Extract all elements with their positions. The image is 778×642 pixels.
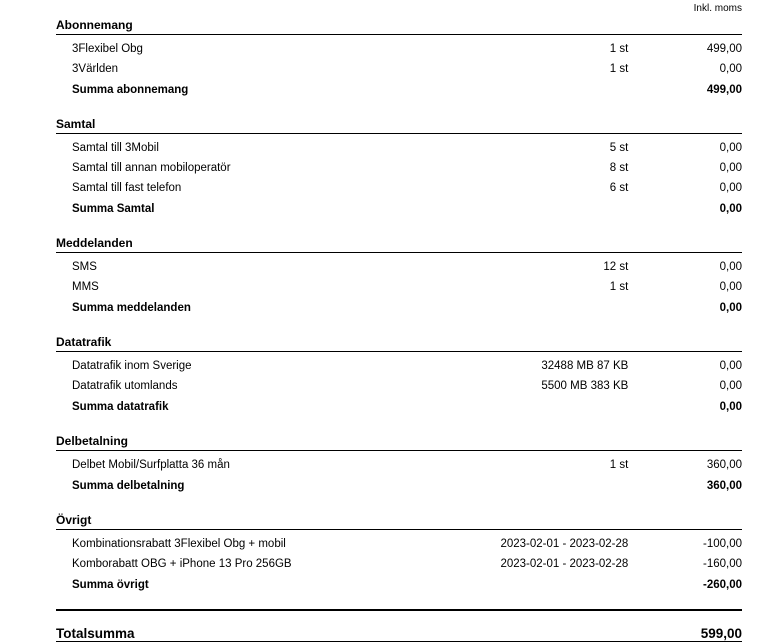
sum-amount: 0,00 [719, 302, 742, 314]
section-spacer [56, 492, 742, 510]
total-bottom-rule [56, 641, 742, 642]
row-amount: 0,00 [719, 380, 742, 392]
sum-label: Summa datatrafik [72, 401, 169, 413]
row-amount: 360,00 [706, 459, 742, 471]
row-quantity: 1 st [609, 281, 629, 293]
sum-amount: 499,00 [706, 84, 742, 96]
section-title-samtal [56, 114, 742, 133]
table-row [56, 55, 742, 75]
section-title-text: Meddelanden [56, 236, 133, 250]
table-row [56, 35, 742, 55]
sum-label: Summa delbetalning [72, 480, 185, 492]
sum-quantity [482, 392, 628, 413]
row-label: 3Flexibel Obg [72, 43, 143, 55]
sum-label: Summa Samtal [72, 203, 155, 215]
section-sum-row [56, 392, 742, 413]
section-title-text: Datatrafik [56, 335, 112, 349]
row-quantity: 12 st [603, 261, 629, 273]
table-row [56, 372, 742, 392]
row-quantity: 1 st [609, 63, 629, 75]
row-label: Datatrafik utomlands [72, 380, 178, 392]
column-header-quantity [482, 0, 628, 15]
row-quantity: 6 st [609, 182, 629, 194]
table-row [56, 451, 742, 471]
row-amount: 0,00 [719, 142, 742, 154]
column-header-row [56, 0, 742, 15]
invoice-body [56, 0, 742, 642]
row-label: Samtal till 3Mobil [72, 142, 159, 154]
sum-label: Summa övrigt [72, 579, 149, 591]
row-label: Komborabatt OBG + iPhone 13 Pro 256GB [72, 558, 292, 570]
section-title-delbetalning [56, 431, 742, 450]
table-row [56, 530, 742, 550]
sum-label: Summa meddelanden [72, 302, 191, 314]
row-label: Samtal till fast telefon [72, 182, 182, 194]
row-amount: 0,00 [719, 162, 742, 174]
section-title-text: Abonnemang [56, 18, 133, 32]
section-sum-row [56, 75, 742, 96]
sum-amount: 360,00 [706, 480, 742, 492]
row-label: SMS [72, 261, 97, 273]
section-sum-row [56, 293, 742, 314]
section-title-datatrafik [56, 332, 742, 351]
table-row [56, 273, 742, 293]
sum-quantity [482, 471, 628, 492]
table-row [56, 352, 742, 372]
table-row [56, 174, 742, 194]
row-label: Datatrafik inom Sverige [72, 360, 192, 372]
section-spacer [56, 314, 742, 332]
column-header-amount: Inkl. moms [693, 3, 742, 14]
invoice-table [56, 0, 742, 642]
row-amount: -100,00 [702, 538, 742, 550]
table-row [56, 154, 742, 174]
section-title-text: Delbetalning [56, 434, 129, 448]
total-row [56, 611, 742, 641]
section-sum-row [56, 194, 742, 215]
column-header-label [56, 0, 482, 15]
sum-quantity [482, 194, 628, 215]
sum-quantity [482, 75, 628, 96]
row-quantity: 8 st [609, 162, 629, 174]
row-amount: 0,00 [719, 182, 742, 194]
row-label: 3Världen [72, 63, 119, 75]
total-amount: 599,00 [700, 625, 742, 641]
section-spacer [56, 215, 742, 233]
table-row [56, 550, 742, 570]
row-amount: 0,00 [719, 360, 742, 372]
sum-quantity [482, 293, 628, 314]
row-quantity: 5500 MB 383 KB [541, 380, 629, 392]
row-quantity: 1 st [609, 459, 629, 471]
sum-amount: 0,00 [719, 203, 742, 215]
section-title-ovrigt [56, 510, 742, 529]
section-sum-row [56, 471, 742, 492]
sum-quantity [482, 570, 628, 591]
sum-amount: 0,00 [719, 401, 742, 413]
table-row [56, 134, 742, 154]
row-label: MMS [72, 281, 99, 293]
section-title-meddelanden [56, 233, 742, 252]
sum-label: Summa abonnemang [72, 84, 189, 96]
row-amount: 499,00 [706, 43, 742, 55]
row-period: 2023-02-01 - 2023-02-28 [500, 558, 629, 570]
section-spacer [56, 96, 742, 114]
row-period: 2023-02-01 - 2023-02-28 [500, 538, 629, 550]
invoice-sheet [56, 0, 742, 642]
row-label: Samtal till annan mobiloperatör [72, 162, 231, 174]
row-label: Kombinationsrabatt 3Flexibel Obg + mobil [72, 538, 286, 550]
row-amount: 0,00 [719, 261, 742, 273]
sum-amount: -260,00 [702, 579, 742, 591]
section-title-abonnemang [56, 15, 742, 34]
section-spacer [56, 413, 742, 431]
section-title-text: Samtal [56, 117, 96, 131]
row-label: Delbet Mobil/Surfplatta 36 mån [72, 459, 230, 471]
section-sum-row [56, 570, 742, 591]
row-amount: 0,00 [719, 281, 742, 293]
section-title-text: Övrigt [56, 513, 92, 527]
row-quantity: 1 st [609, 43, 629, 55]
total-label: Totalsumma [56, 625, 135, 641]
row-quantity: 32488 MB 87 KB [541, 360, 629, 372]
row-amount: -160,00 [702, 558, 742, 570]
section-spacer [56, 591, 742, 609]
row-amount: 0,00 [719, 63, 742, 75]
table-row [56, 253, 742, 273]
row-quantity: 5 st [609, 142, 629, 154]
